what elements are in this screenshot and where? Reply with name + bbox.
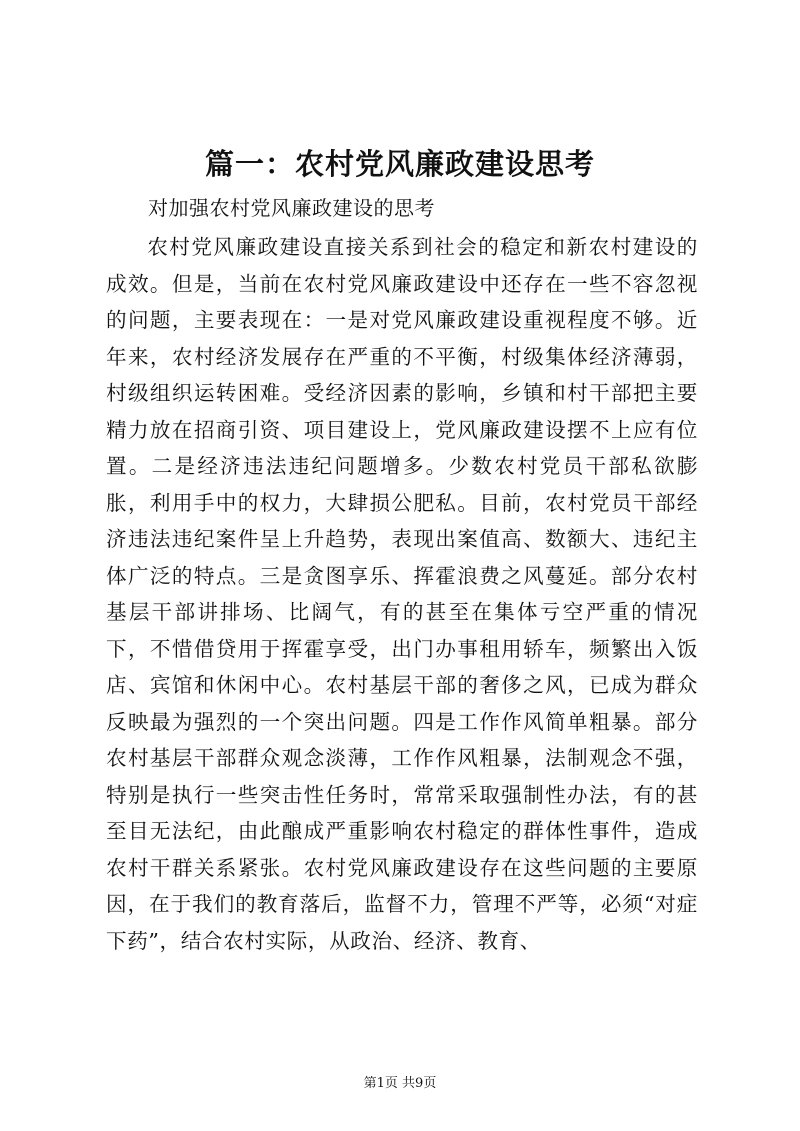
document-title: 篇一：农村党风廉政建设思考: [204, 147, 595, 181]
body-paragraph: 农村党风廉政建设直接关系到社会的稳定和新农村建设的成效。但是，当前在农村党风廉政建设中还存在一些不容忽视的问题，主要表现在：一是对党风廉政建设重视程度不够。近年来，农村经济发展存在严重的不平衡，村级集体经济薄弱，村级组织运转困难。受经济因素的影响，乡镇和村干部把主要精力放在招商引资、项目建设上，党风廉政建设摆不上应有位置。二是经济违法违纪问题增多。少数农村党员干部私欲膨胀，利用手中的权力，大肆损公肥私。目前，农村党员干部经济违法违纪案件呈上升趋势，表现出案值高、数额大、违纪主体广泛的特点。三是贪图享乐、挥霍浪费之风蔓延。部分农村基层干部讲排场、比阔气，有的甚至在集体亏空严重的情况下，不惜借贷用于挥霍享受，出门办事租用轿车，频繁出入饭店、宾馆和休闲中心。农村基层干部的奢侈之风，已成为群众反映最为强烈的一个突出问题。四是工作作风简单粗暴。部分农村基层干部群众观念淡薄，工作作风粗暴，法制观念不强，特别是执行一些突击性任务时，常常采取强制性办法，有的甚至目无法纪，由此酿成严重影响农村稳定的群体性事件，造成农村干群关系紧张。农村党风廉政建设存在这些问题的主要原因，在于我们的教育落后，监督不力，管理不严等，必须“对症下药”，结合农村实际，从政治、经济、教育、: [106, 235, 698, 953]
page-footer: 第1页 共9页: [363, 1076, 437, 1091]
document-subtitle: 对加强农村党风廉政建设的思考: [148, 196, 435, 220]
